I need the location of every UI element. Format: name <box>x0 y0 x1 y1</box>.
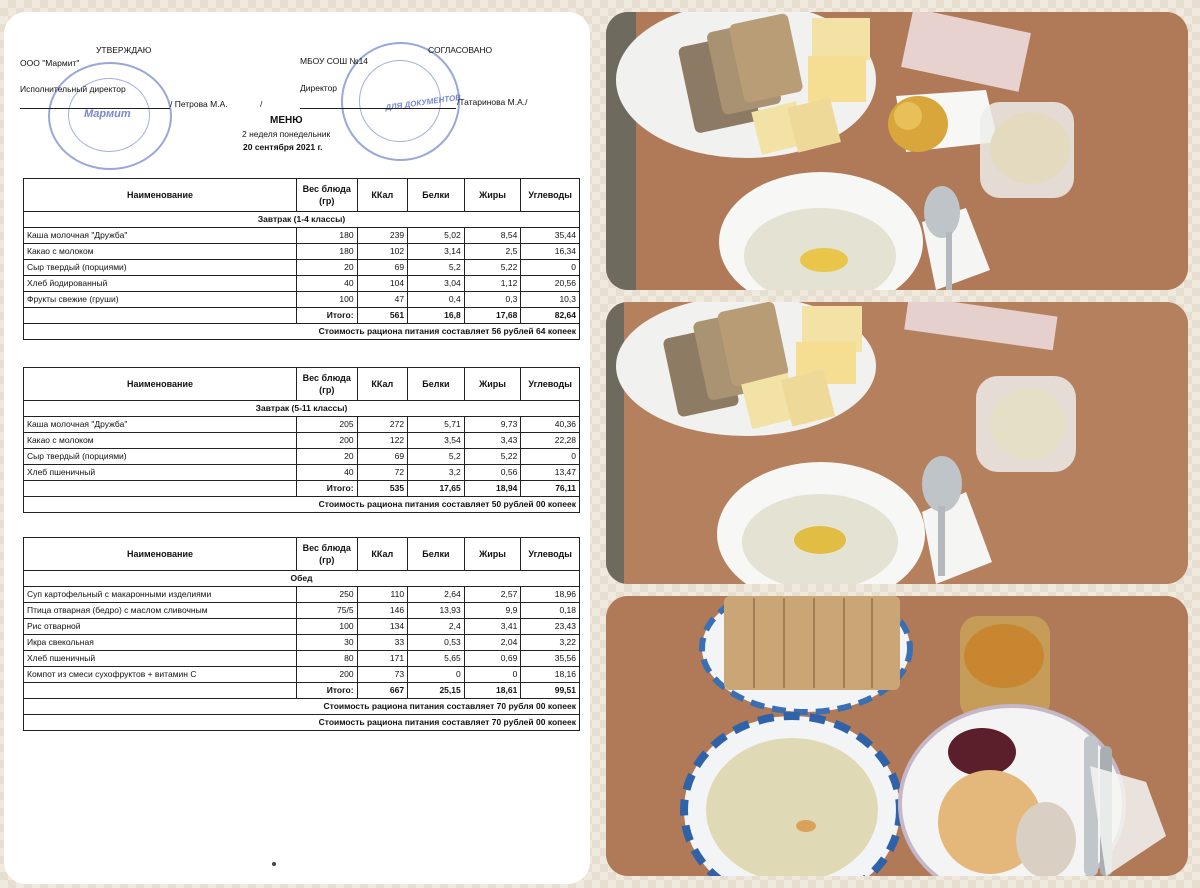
dish-name: Каша молочная "Дружба" <box>24 228 297 244</box>
stamp-left-text: Мармит <box>84 108 131 120</box>
dish-value: 200 <box>296 433 357 449</box>
total-value: 99,51 <box>521 683 580 699</box>
column-header: Наименование <box>24 538 297 571</box>
column-header: Углеводы <box>521 179 580 212</box>
dish-value: 0,56 <box>464 465 521 481</box>
cost-text: Стоимость рациона питания составляет 70 рублей 00 копеек <box>24 715 580 731</box>
dish-value: 205 <box>296 417 357 433</box>
left-slash: / <box>260 99 263 109</box>
dish-value: 0,69 <box>464 651 521 667</box>
dish-name: Какао с молоком <box>24 244 297 260</box>
dish-value: 5,22 <box>464 260 521 276</box>
column-header: Углеводы <box>521 368 580 401</box>
dish-value: 134 <box>357 619 408 635</box>
column-header: Вес блюда (гр) <box>296 368 357 401</box>
dish-name: Хлеб йодированный <box>24 276 297 292</box>
right-signer: /Татаринова М.А./ <box>457 97 528 107</box>
menu-title: МЕНЮ <box>270 115 303 126</box>
menu-document <box>4 12 590 884</box>
org-left: ООО "Мармит" <box>20 58 80 68</box>
dish-value: 72 <box>357 465 408 481</box>
approve-label: УТВЕРЖДАЮ <box>96 45 152 55</box>
dish-value: 69 <box>357 260 408 276</box>
dish-name: Икра свекольная <box>24 635 297 651</box>
dish-value: 40,36 <box>521 417 580 433</box>
photo-breakfast-1-4 <box>606 12 1188 290</box>
dish-value: 22,28 <box>521 433 580 449</box>
column-header: Углеводы <box>521 538 580 571</box>
dish-value: 5,02 <box>408 228 465 244</box>
total-value: 16,8 <box>408 308 465 324</box>
dish-name: Каша молочная "Дружба" <box>24 417 297 433</box>
dish-value: 0 <box>521 260 580 276</box>
cost-text: Стоимость рациона питания составляет 50 рублей 00 копеек <box>24 497 580 513</box>
dish-value: 5,65 <box>408 651 465 667</box>
total-value: 18,61 <box>464 683 521 699</box>
dish-value: 75/5 <box>296 603 357 619</box>
dish-value: 9,73 <box>464 417 521 433</box>
dish-value: 171 <box>357 651 408 667</box>
dish-value: 13,47 <box>521 465 580 481</box>
dish-value: 5,2 <box>408 260 465 276</box>
dish-value: 9,9 <box>464 603 521 619</box>
dish-value: 122 <box>357 433 408 449</box>
column-header: Жиры <box>464 179 521 212</box>
dish-value: 3,43 <box>464 433 521 449</box>
dish-value: 40 <box>296 276 357 292</box>
table-row <box>24 417 580 433</box>
dish-value: 13,93 <box>408 603 465 619</box>
signature-line-left <box>20 108 170 109</box>
dish-value: 5,71 <box>408 417 465 433</box>
total-value: 561 <box>357 308 408 324</box>
section-row <box>24 401 580 417</box>
section-title: Обед <box>24 571 580 587</box>
table-row <box>24 667 580 683</box>
total-value: 25,15 <box>408 683 465 699</box>
dish-value: 0,3 <box>464 292 521 308</box>
total-label: Итого: <box>296 308 357 324</box>
total-value: 18,94 <box>464 481 521 497</box>
dish-value: 104 <box>357 276 408 292</box>
dish-value: 3,14 <box>408 244 465 260</box>
dish-value: 35,56 <box>521 651 580 667</box>
left-stamp <box>48 62 172 170</box>
column-header: Жиры <box>464 368 521 401</box>
org-right: МБОУ СОШ №14 <box>300 56 369 66</box>
header-row <box>24 538 580 571</box>
dish-value: 10,3 <box>521 292 580 308</box>
table-row <box>24 260 580 276</box>
dish-value: 102 <box>357 244 408 260</box>
photo-lunch <box>606 596 1188 876</box>
dish-value: 3,2 <box>408 465 465 481</box>
dish-value: 0 <box>521 449 580 465</box>
dish-value: 8,54 <box>464 228 521 244</box>
dish-value: 2,5 <box>464 244 521 260</box>
table-row <box>24 635 580 651</box>
dish-value: 18,96 <box>521 587 580 603</box>
column-header: Белки <box>408 179 465 212</box>
dish-value: 2,04 <box>464 635 521 651</box>
total-row <box>24 308 580 324</box>
dish-value: 110 <box>357 587 408 603</box>
table-row <box>24 449 580 465</box>
dish-value: 0,4 <box>408 292 465 308</box>
section-title: Завтрак (5-11 классы) <box>24 401 580 417</box>
dish-value: 180 <box>296 228 357 244</box>
dish-value: 20 <box>296 260 357 276</box>
dish-value: 0,18 <box>521 603 580 619</box>
photo-breakfast-5-11 <box>606 302 1188 584</box>
dish-name: Рис отварной <box>24 619 297 635</box>
menu-date: 20 сентября 2021 г. <box>243 142 323 152</box>
cost-row <box>24 699 580 715</box>
column-header: ККал <box>357 368 408 401</box>
dish-value: 272 <box>357 417 408 433</box>
total-row <box>24 481 580 497</box>
table-row <box>24 292 580 308</box>
dish-value: 0 <box>408 667 465 683</box>
dish-name: Какао с молоком <box>24 433 297 449</box>
dish-value: 0 <box>464 667 521 683</box>
director-label: Директор <box>300 83 338 93</box>
total-blank <box>24 683 297 699</box>
table-row <box>24 276 580 292</box>
dish-value: 5,22 <box>464 449 521 465</box>
menu-table-3 <box>23 537 580 731</box>
dish-value: 1,12 <box>464 276 521 292</box>
page-dot <box>272 862 276 866</box>
dish-name: Сыр твердый (порциями) <box>24 260 297 276</box>
total-label: Итого: <box>296 481 357 497</box>
column-header: Наименование <box>24 179 297 212</box>
table-row <box>24 651 580 667</box>
dish-value: 180 <box>296 244 357 260</box>
dish-value: 47 <box>357 292 408 308</box>
header-row <box>24 179 580 212</box>
dish-value: 3,54 <box>408 433 465 449</box>
column-header: Жиры <box>464 538 521 571</box>
column-header: Белки <box>408 538 465 571</box>
total-value: 82,64 <box>521 308 580 324</box>
total-blank <box>24 481 297 497</box>
dish-value: 80 <box>296 651 357 667</box>
dish-value: 40 <box>296 465 357 481</box>
section-row <box>24 571 580 587</box>
dish-value: 30 <box>296 635 357 651</box>
dish-name: Фрукты свежие (груши) <box>24 292 297 308</box>
section-title: Завтрак (1-4 классы) <box>24 212 580 228</box>
section-row <box>24 212 580 228</box>
left-signer: / Петрова М.А. <box>170 99 228 109</box>
table-row <box>24 244 580 260</box>
menu-table-1 <box>23 178 580 340</box>
dish-name: Птица отварная (бедро) с маслом сливочным <box>24 603 297 619</box>
agreed-label: СОГЛАСОВАНО <box>428 45 493 55</box>
dish-name: Хлеб пшеничный <box>24 651 297 667</box>
column-header: ККал <box>357 179 408 212</box>
dish-value: 23,43 <box>521 619 580 635</box>
cost-row <box>24 715 580 731</box>
table-row <box>24 603 580 619</box>
table-row <box>24 465 580 481</box>
dish-value: 2,57 <box>464 587 521 603</box>
dish-value: 5,2 <box>408 449 465 465</box>
table-row <box>24 433 580 449</box>
total-value: 667 <box>357 683 408 699</box>
dish-value: 0,53 <box>408 635 465 651</box>
menu-table-2 <box>23 367 580 513</box>
dish-value: 3,22 <box>521 635 580 651</box>
dish-value: 18,16 <box>521 667 580 683</box>
column-header: Белки <box>408 368 465 401</box>
dish-value: 2,64 <box>408 587 465 603</box>
dish-value: 16,34 <box>521 244 580 260</box>
dish-value: 33 <box>357 635 408 651</box>
total-blank <box>24 308 297 324</box>
cost-row <box>24 497 580 513</box>
table-row <box>24 228 580 244</box>
column-header: Вес блюда (гр) <box>296 538 357 571</box>
dish-value: 35,44 <box>521 228 580 244</box>
stamp-right-text: ДЛЯ ДОКУМЕНТОВ <box>384 92 462 113</box>
dish-value: 20 <box>296 449 357 465</box>
dish-value: 69 <box>357 449 408 465</box>
column-header: Вес блюда (гр) <box>296 179 357 212</box>
dish-value: 73 <box>357 667 408 683</box>
dish-name: Сыр твердый (порциями) <box>24 449 297 465</box>
dish-value: 146 <box>357 603 408 619</box>
cost-text: Стоимость рациона питания составляет 56 рублей 64 копеек <box>24 324 580 340</box>
cost-text: Стоимость рациона питания составляет 70 рубля 00 копеек <box>24 699 580 715</box>
table-row <box>24 619 580 635</box>
column-header: Наименование <box>24 368 297 401</box>
dish-value: 3,41 <box>464 619 521 635</box>
dish-value: 250 <box>296 587 357 603</box>
dish-name: Компот из смеси сухофруктов + витамин С <box>24 667 297 683</box>
exec-director: Исполнительный директор <box>20 84 126 94</box>
cost-row <box>24 324 580 340</box>
total-row <box>24 683 580 699</box>
dish-value: 239 <box>357 228 408 244</box>
week-day: 2 неделя понедельник <box>242 129 331 139</box>
dish-value: 200 <box>296 667 357 683</box>
total-value: 17,68 <box>464 308 521 324</box>
dish-value: 20,56 <box>521 276 580 292</box>
column-header: ККал <box>357 538 408 571</box>
total-value: 76,11 <box>521 481 580 497</box>
header-row <box>24 368 580 401</box>
signature-line-right <box>300 108 456 109</box>
table-row <box>24 587 580 603</box>
dish-name: Хлеб пшеничный <box>24 465 297 481</box>
dish-value: 3,04 <box>408 276 465 292</box>
dish-name: Суп картофельный с макаронными изделиями <box>24 587 297 603</box>
total-value: 17,65 <box>408 481 465 497</box>
total-value: 535 <box>357 481 408 497</box>
dish-value: 2,4 <box>408 619 465 635</box>
dish-value: 100 <box>296 292 357 308</box>
dish-value: 100 <box>296 619 357 635</box>
total-label: Итого: <box>296 683 357 699</box>
